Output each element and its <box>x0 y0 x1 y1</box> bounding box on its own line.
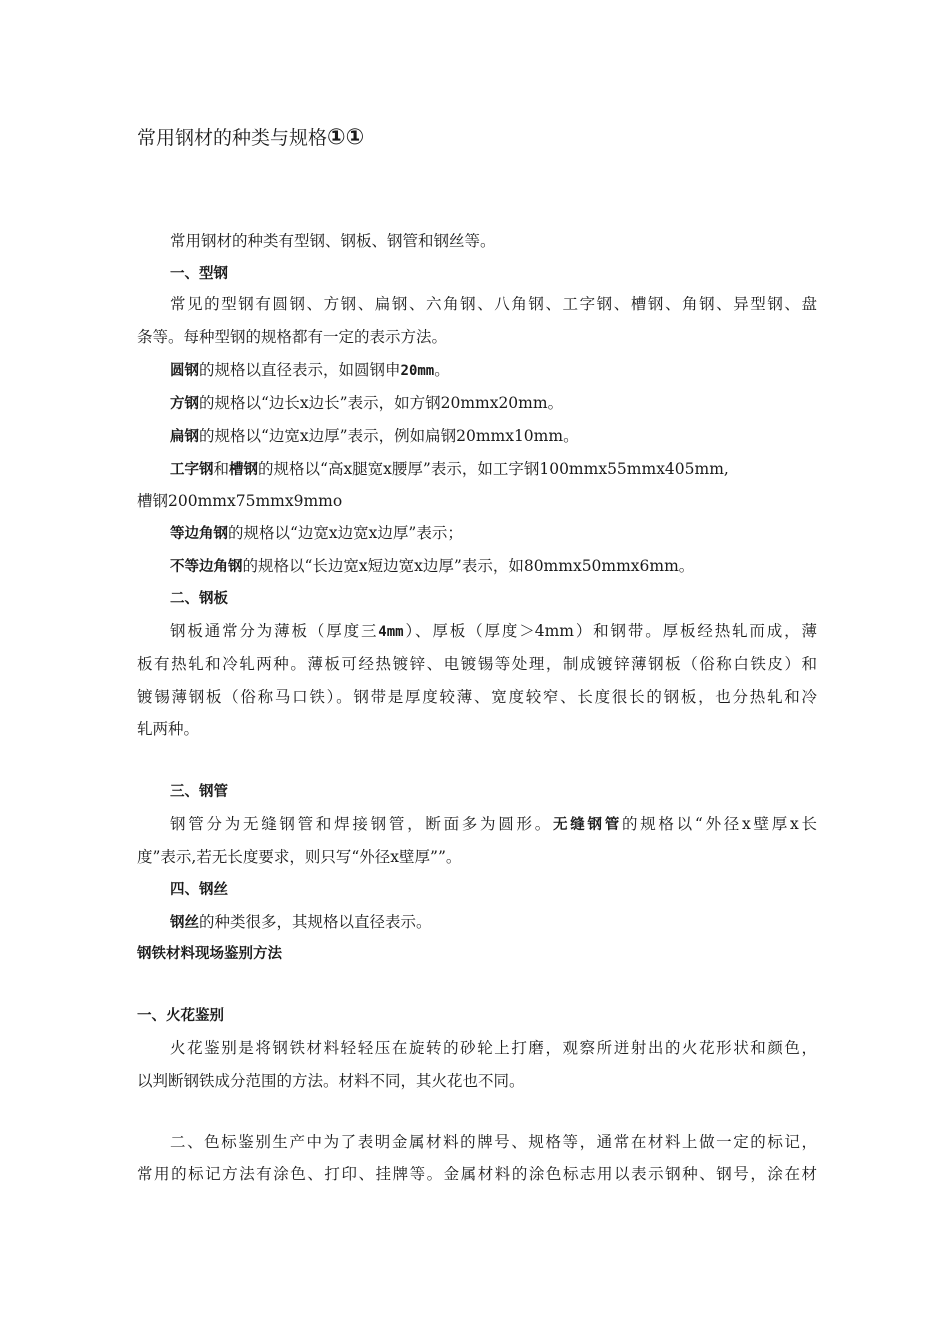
flat-steel-line <box>170 425 817 448</box>
unequal-angle-line <box>170 555 817 578</box>
section-title-identification: 钢铁材料现场鉴别方法 <box>137 946 282 962</box>
flat-steel-text: 的规格以“边宽x边厚”表示，例如扁钢20mmx10mm。 <box>199 427 579 445</box>
ibeam-term: 工字钢 <box>170 462 214 478</box>
plate-text-a: 钢板通常分为薄板（厚度三 <box>170 622 379 640</box>
section-heading-plate: 二、钢板 <box>170 591 228 607</box>
color-mark-paragraph-line-2: 常用的标记方法有涂色、打印、挂牌等。金属材料的涂色标志用以表示钢种、钢号，涂在材 <box>137 1165 817 1183</box>
title-mark: ①① <box>327 125 365 150</box>
round-steel-text: 的规格以直径表示，如圆钢申 <box>199 361 401 379</box>
page-title <box>137 124 364 152</box>
intro-paragraph: 常用钢材的种类有型钢、钢板、钢管和钢丝等。 <box>170 232 496 250</box>
round-steel-end: 。 <box>434 361 450 379</box>
square-steel-text: 的规格以“边长x边长”表示，如方钢20mmx20mm。 <box>199 394 564 412</box>
shapes-paragraph-line-2: 条等。每种型钢的规格都有一定的表示方法。 <box>137 328 448 346</box>
unequal-angle-term: 不等边角钢 <box>170 559 243 575</box>
pipe-text-a: 钢管分为无缝钢管和焊接钢管，断面多为圆形。 <box>170 815 553 833</box>
plate-paragraph-line-3: 镀锡薄钢板（俗称马口铁）。钢带是厚度较薄、宽度较窄、长度很长的钢板，也分热轧和冷 <box>137 688 817 706</box>
channel-line: 槽钢200mmx75mmx9mmo <box>137 492 343 510</box>
spark-paragraph-line-2: 以判断钢铁成分范围的方法。材料不同，其火花也不同。 <box>137 1072 525 1090</box>
spark-paragraph-line-1: 火花鉴别是将钢铁材料轻轻压在旋转的砂轮上打磨，观察所迸射出的火花形状和颜色， <box>170 1039 817 1057</box>
plate-paragraph-line-1 <box>170 620 817 643</box>
wire-text: 的种类很多，其规格以直径表示。 <box>199 913 432 931</box>
unequal-angle-text: 的规格以“长边宽x短边宽x边厚”表示，如80mmx50mmx6mm。 <box>242 557 695 575</box>
section-heading-wire: 四、钢丝 <box>170 882 228 898</box>
ibeam-and: 和 <box>213 460 230 478</box>
color-mark-paragraph-line-1: 二、色标鉴别生产中为了表明金属材料的牌号、规格等，通常在材料上做一定的标记， <box>170 1133 817 1151</box>
ibeam-text: 的规格以“高x腿宽x腰厚”表示，如工字钢100mmx55mmx405mm, <box>258 460 729 478</box>
flat-steel-term: 扁钢 <box>170 429 199 445</box>
round-steel-line <box>170 359 817 382</box>
square-steel-term: 方钢 <box>170 396 199 412</box>
round-steel-value: 20mm <box>400 363 435 379</box>
equal-angle-text: 的规格以“边宽x边宽x边厚”表示； <box>228 524 463 542</box>
wire-line <box>170 911 817 934</box>
channel-term: 槽钢 <box>229 462 259 478</box>
equal-angle-term: 等边角钢 <box>170 526 228 542</box>
seamless-pipe-term: 无缝钢管 <box>553 817 622 833</box>
pipe-paragraph-line-2: 度”表示,若无长度要求，则只写“外径x壁厚””。 <box>137 848 462 866</box>
pipe-paragraph-line-1 <box>170 813 817 836</box>
plate-text-b: ）、厚板（厚度＞4mm）和钢带。厚板经热轧而成，薄 <box>403 622 817 640</box>
pipe-text-b: 的规格以“外径x壁厚x长 <box>621 815 817 833</box>
shapes-paragraph-line-1: 常见的型钢有圆钢、方钢、扁钢、六角钢、八角钢、工字钢、槽钢、角钢、异型钢、盘 <box>170 295 817 313</box>
section-heading-pipe: 三、钢管 <box>170 784 228 800</box>
square-steel-line <box>170 392 817 415</box>
section-heading-shapes: 一、型钢 <box>170 266 228 282</box>
plate-paragraph-line-4: 轧两种。 <box>137 720 200 738</box>
plate-thickness-value: 4mm <box>378 624 404 640</box>
plate-paragraph-line-2: 板有热轧和冷轧两种。薄板可经热镀锌、电镀锡等处理，制成镀锌薄钢板（俗称白铁皮）和 <box>137 655 817 673</box>
spark-heading: 一、火花鉴别 <box>137 1008 224 1024</box>
round-steel-term: 圆钢 <box>170 363 199 379</box>
equal-angle-line <box>170 522 817 545</box>
ibeam-line <box>170 458 817 481</box>
wire-term: 钢丝 <box>170 915 199 931</box>
title-text: 常用钢材的种类与规格 <box>137 127 328 149</box>
